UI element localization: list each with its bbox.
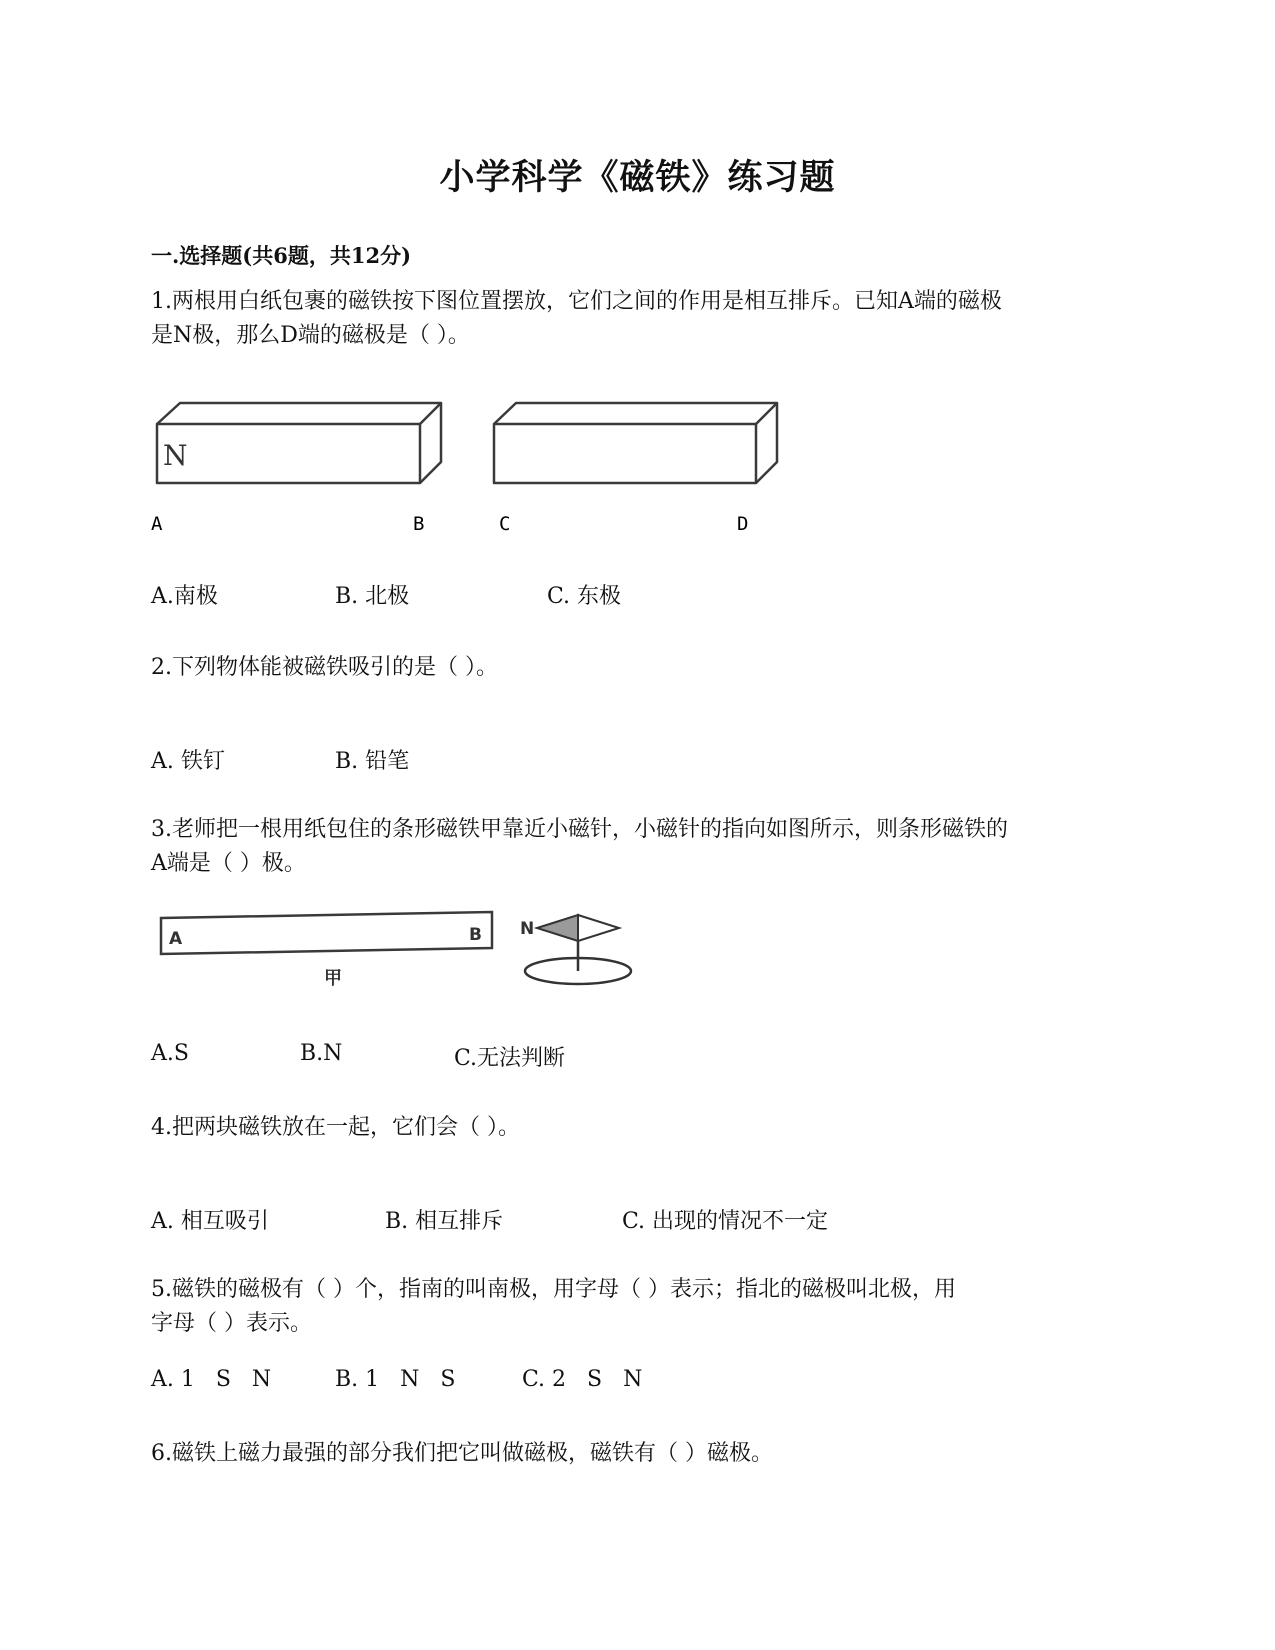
bar-end-b-label: B: [469, 925, 482, 945]
question-5-line-2: 字母（ ）表示。: [151, 1311, 312, 1336]
question-2-text: 2.下列物体能被磁铁吸引的是（ ）。: [151, 655, 498, 680]
question-1-line-2: 是N极，那么D端的磁极是（ ）。: [151, 323, 470, 348]
q5-option-b[interactable]: B. 1 N S: [335, 1367, 456, 1392]
magnet-name-label: 甲: [324, 968, 342, 989]
q3-option-a[interactable]: A.S: [151, 1041, 189, 1066]
question-5-text: [151, 1273, 956, 1341]
q5-option-c[interactable]: C. 2 S N: [522, 1367, 643, 1392]
question-6-text: 6.磁铁上磁力最强的部分我们把它叫做磁极，磁铁有（ ）磁极。: [151, 1441, 773, 1466]
q4-option-a[interactable]: A. 相互吸引: [151, 1209, 269, 1234]
question-1-line-1: 1.两根用白纸包裹的磁铁按下图位置摆放，它们之间的作用是相互排斥。已知A端的磁极: [151, 289, 1002, 314]
q4-option-c[interactable]: C. 出现的情况不一定: [622, 1209, 829, 1234]
question-3-line-1: 3.老师把一根用纸包住的条形磁铁甲靠近小磁针，小磁针的指向如图所示，则条形磁铁的: [151, 817, 1008, 842]
q1-option-c[interactable]: C. 东极: [547, 584, 622, 609]
q3-option-b[interactable]: B.N: [300, 1041, 343, 1066]
q2-option-b[interactable]: B. 铅笔: [335, 749, 410, 774]
section-heading: 一.选择题(共6题，共12分): [151, 243, 412, 268]
q3-option-c[interactable]: C.无法判断: [454, 1046, 566, 1071]
magnet-n-label: N: [163, 439, 188, 472]
compass-needle: [525, 915, 631, 984]
q2-option-a[interactable]: A. 铁钉: [151, 749, 225, 774]
q1-option-b[interactable]: B. 北极: [335, 584, 410, 609]
end-a-label: A: [151, 513, 163, 535]
question-4-text: 4.把两块磁铁放在一起，它们会（ ）。: [151, 1115, 520, 1140]
q5-option-a[interactable]: A. 1 S N: [151, 1367, 272, 1392]
end-d-label: D: [737, 513, 749, 535]
needle-n-label: N: [520, 919, 535, 939]
question-5-line-1: 5.磁铁的磁极有（ ）个，指南的叫南极，用字母（ ）表示；指北的磁极叫北极，用: [151, 1277, 956, 1302]
end-b-label: B: [413, 513, 425, 535]
end-c-label: C: [499, 513, 511, 535]
page-title: 小学科学《磁铁》练习题: [439, 157, 836, 198]
question-3-line-2: A端是（ ）极。: [151, 851, 306, 876]
q4-option-b[interactable]: B. 相互排斥: [385, 1209, 504, 1234]
bar-end-a-label: A: [169, 929, 183, 949]
bar-magnet-jia: [161, 912, 492, 954]
q1-option-a[interactable]: A.南极: [151, 584, 218, 609]
